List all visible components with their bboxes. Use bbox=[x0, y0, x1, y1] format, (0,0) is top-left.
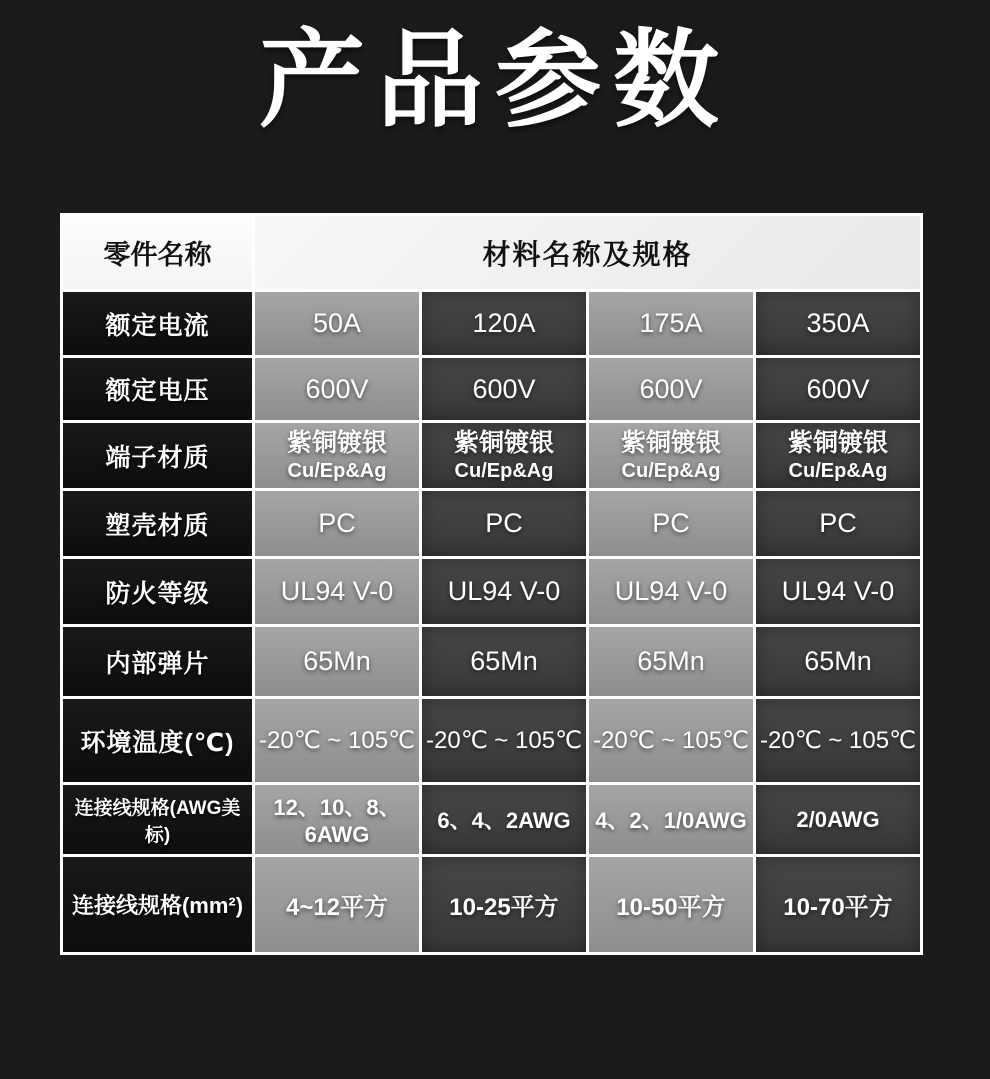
header-part-name: 零件名称 bbox=[63, 216, 252, 289]
fire-rating-label: 防火等级 bbox=[63, 559, 252, 624]
terminal-material-sub: Cu/Ep&Ag bbox=[454, 460, 554, 483]
wire-gauge-awg-value-1: 12、10、8、6AWG bbox=[255, 785, 419, 854]
housing-material-value-2: PC bbox=[422, 491, 586, 556]
fire-rating-value-3: UL94 V-0 bbox=[589, 559, 753, 624]
ambient-temperature-value-4: -20℃ ~ 105℃ bbox=[756, 699, 920, 782]
rated-voltage-value-3: 600V bbox=[589, 358, 753, 420]
ambient-temperature-label: 环境温度(℃) bbox=[63, 699, 252, 782]
terminal-material-main: 紫铜镀银 bbox=[453, 428, 554, 457]
wire-gauge-mm2-label: 连接线规格(mm²) bbox=[63, 857, 252, 952]
terminal-material-sub: Cu/Ep&Ag bbox=[788, 460, 888, 483]
housing-material-value-1: PC bbox=[255, 491, 419, 556]
rated-voltage-value-1: 600V bbox=[255, 358, 419, 420]
terminal-material-main: 紫铜镀银 bbox=[620, 428, 721, 457]
wire-gauge-mm2-value-3: 10-50平方 bbox=[589, 857, 753, 952]
fire-rating-value-1: UL94 V-0 bbox=[255, 559, 419, 624]
internal-spring-value-1: 65Mn bbox=[255, 627, 419, 696]
wire-gauge-awg-label: 连接线规格(AWG美标) bbox=[63, 785, 252, 854]
rated-current-value-1: 50A bbox=[255, 292, 419, 355]
rated-current-value-4: 350A bbox=[756, 292, 920, 355]
rated-current-value-3: 175A bbox=[589, 292, 753, 355]
ambient-temperature-value-1: -20℃ ~ 105℃ bbox=[255, 699, 419, 782]
terminal-material-label: 端子材质 bbox=[63, 423, 252, 488]
wire-gauge-awg-value-3: 4、2、1/0AWG bbox=[589, 785, 753, 854]
terminal-material-value-2 bbox=[422, 423, 586, 488]
wire-gauge-mm2-value-2: 10-25平方 bbox=[422, 857, 586, 952]
spec-table bbox=[60, 213, 923, 955]
internal-spring-value-4: 65Mn bbox=[756, 627, 920, 696]
terminal-material-value-4 bbox=[756, 423, 920, 488]
wire-gauge-awg-value-4: 2/0AWG bbox=[756, 785, 920, 854]
internal-spring-label: 内部弹片 bbox=[63, 627, 252, 696]
internal-spring-value-2: 65Mn bbox=[422, 627, 586, 696]
rated-voltage-label: 额定电压 bbox=[63, 358, 252, 420]
housing-material-value-4: PC bbox=[756, 491, 920, 556]
terminal-material-sub: Cu/Ep&Ag bbox=[621, 460, 721, 483]
rated-voltage-value-4: 600V bbox=[756, 358, 920, 420]
terminal-material-sub: Cu/Ep&Ag bbox=[287, 460, 387, 483]
terminal-material-main: 紫铜镀银 bbox=[787, 428, 888, 457]
terminal-material-value-3 bbox=[589, 423, 753, 488]
fire-rating-value-2: UL94 V-0 bbox=[422, 559, 586, 624]
housing-material-label: 塑壳材质 bbox=[63, 491, 252, 556]
wire-gauge-mm2-value-4: 10-70平方 bbox=[756, 857, 920, 952]
terminal-material-main: 紫铜镀银 bbox=[286, 428, 387, 457]
wire-gauge-awg-value-2: 6、4、2AWG bbox=[422, 785, 586, 854]
ambient-temperature-value-3: -20℃ ~ 105℃ bbox=[589, 699, 753, 782]
fire-rating-value-4: UL94 V-0 bbox=[756, 559, 920, 624]
ambient-temperature-value-2: -20℃ ~ 105℃ bbox=[422, 699, 586, 782]
rated-voltage-value-2: 600V bbox=[422, 358, 586, 420]
internal-spring-value-3: 65Mn bbox=[589, 627, 753, 696]
page-title: 产品参数 bbox=[259, 22, 731, 140]
rated-current-value-2: 120A bbox=[422, 292, 586, 355]
terminal-material-value-1 bbox=[255, 423, 419, 488]
rated-current-label: 额定电流 bbox=[63, 292, 252, 355]
housing-material-value-3: PC bbox=[589, 491, 753, 556]
wire-gauge-mm2-value-1: 4~12平方 bbox=[255, 857, 419, 952]
header-material-spec: 材料名称及规格 bbox=[255, 216, 920, 289]
